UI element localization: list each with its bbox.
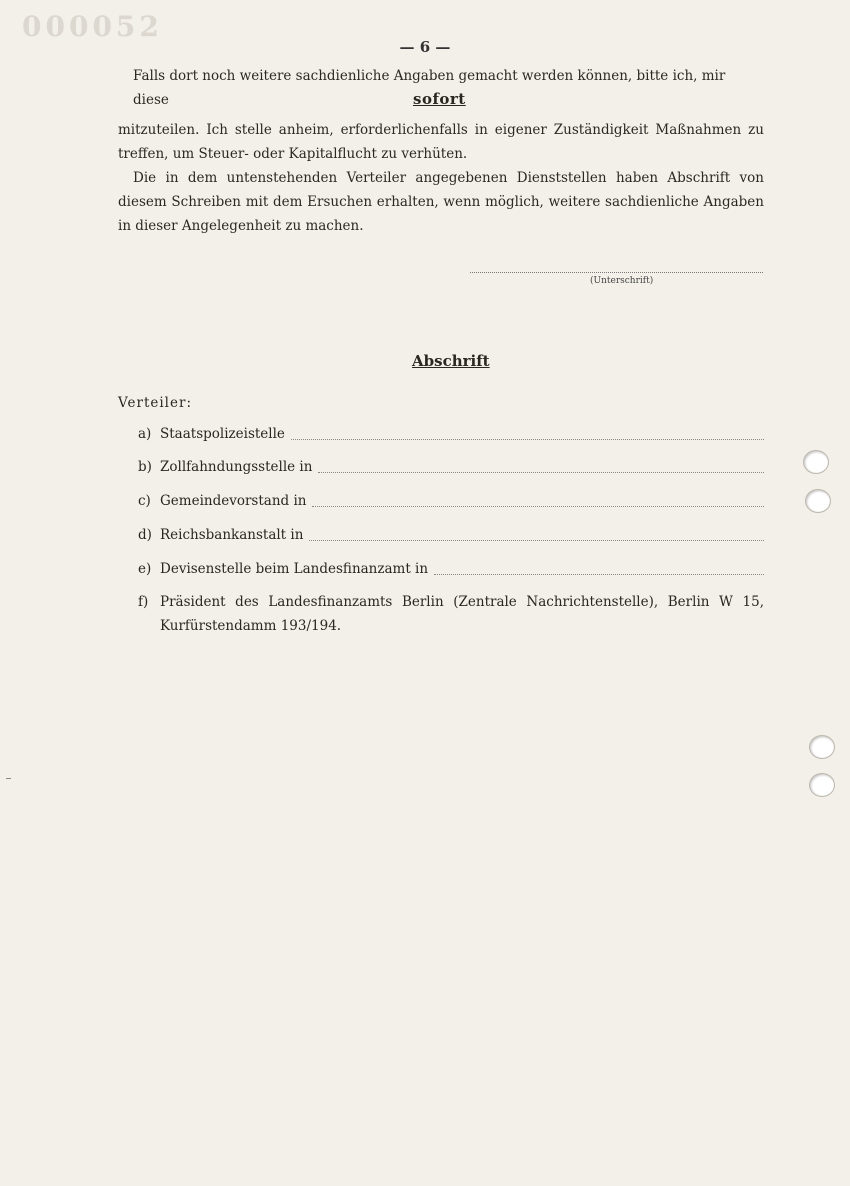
item-text: Zollfahndungsstelle in <box>160 459 313 475</box>
item-label: e) <box>138 561 152 577</box>
paragraph-1: Falls dort noch weitere sachdienliche Angaben gemacht werden können, bitte ich, mir diese <box>133 68 726 108</box>
item-text: Staatspolizeistelle <box>160 426 285 442</box>
item-label: a) <box>138 426 152 442</box>
verteiler-item-f <box>138 590 764 638</box>
fill-line <box>309 539 764 541</box>
verteiler-item-d <box>138 523 764 547</box>
signature-label: (Unterschrift) <box>590 276 654 286</box>
abschrift-heading: Abschrift <box>412 352 490 370</box>
paragraph-3: Die in dem untenstehenden Verteiler angegebenen Dienststellen haben Abschrift von diesem Schreiben mit dem Ersuchen erhalten, wenn möglich, weitere sachdienliche Angaben in dieser Angelegenheit zu machen. <box>118 170 764 234</box>
item-label: b) <box>138 459 152 475</box>
stamp-number: 000052 <box>22 10 163 43</box>
punch-hole <box>809 735 835 759</box>
fill-line <box>434 573 764 575</box>
paragraph-2: mitzuteilen. Ich stelle anheim, erforderlichenfalls in eigener Zuständigkeit Maßnahmen zu treffen, um Steuer- oder Kapitalflucht zu verhüten. <box>118 122 764 162</box>
fill-line <box>318 471 764 473</box>
item-label: c) <box>138 493 151 509</box>
item-text: Reichsbankanstalt in <box>160 527 304 543</box>
item-text: Präsident des Landesfinanzamts Berlin (Zentrale Nachrichtenstelle), Berlin W 15, Kurfürstendamm 193/194. <box>160 594 764 634</box>
item-text: Gemeindevorstand in <box>160 493 307 509</box>
verteiler-item-b <box>138 455 764 479</box>
item-text: Devisenstelle beim Landesfinanzamt in <box>160 561 429 577</box>
punch-hole <box>803 450 829 474</box>
sofort-heading: sofort <box>413 90 466 108</box>
fill-line <box>312 505 764 507</box>
punch-hole <box>805 489 831 513</box>
signature-line <box>470 272 763 273</box>
verteiler-title: Verteiler: <box>118 395 192 411</box>
fill-line <box>291 438 764 440</box>
verteiler-item-a <box>138 422 764 446</box>
item-label: f) <box>138 594 149 610</box>
item-label: d) <box>138 527 152 543</box>
page-number: — 6 — <box>399 38 451 56</box>
punch-hole <box>809 773 835 797</box>
verteiler-item-c <box>138 489 764 513</box>
verteiler-item-e <box>138 557 764 581</box>
margin-mark <box>6 778 11 779</box>
